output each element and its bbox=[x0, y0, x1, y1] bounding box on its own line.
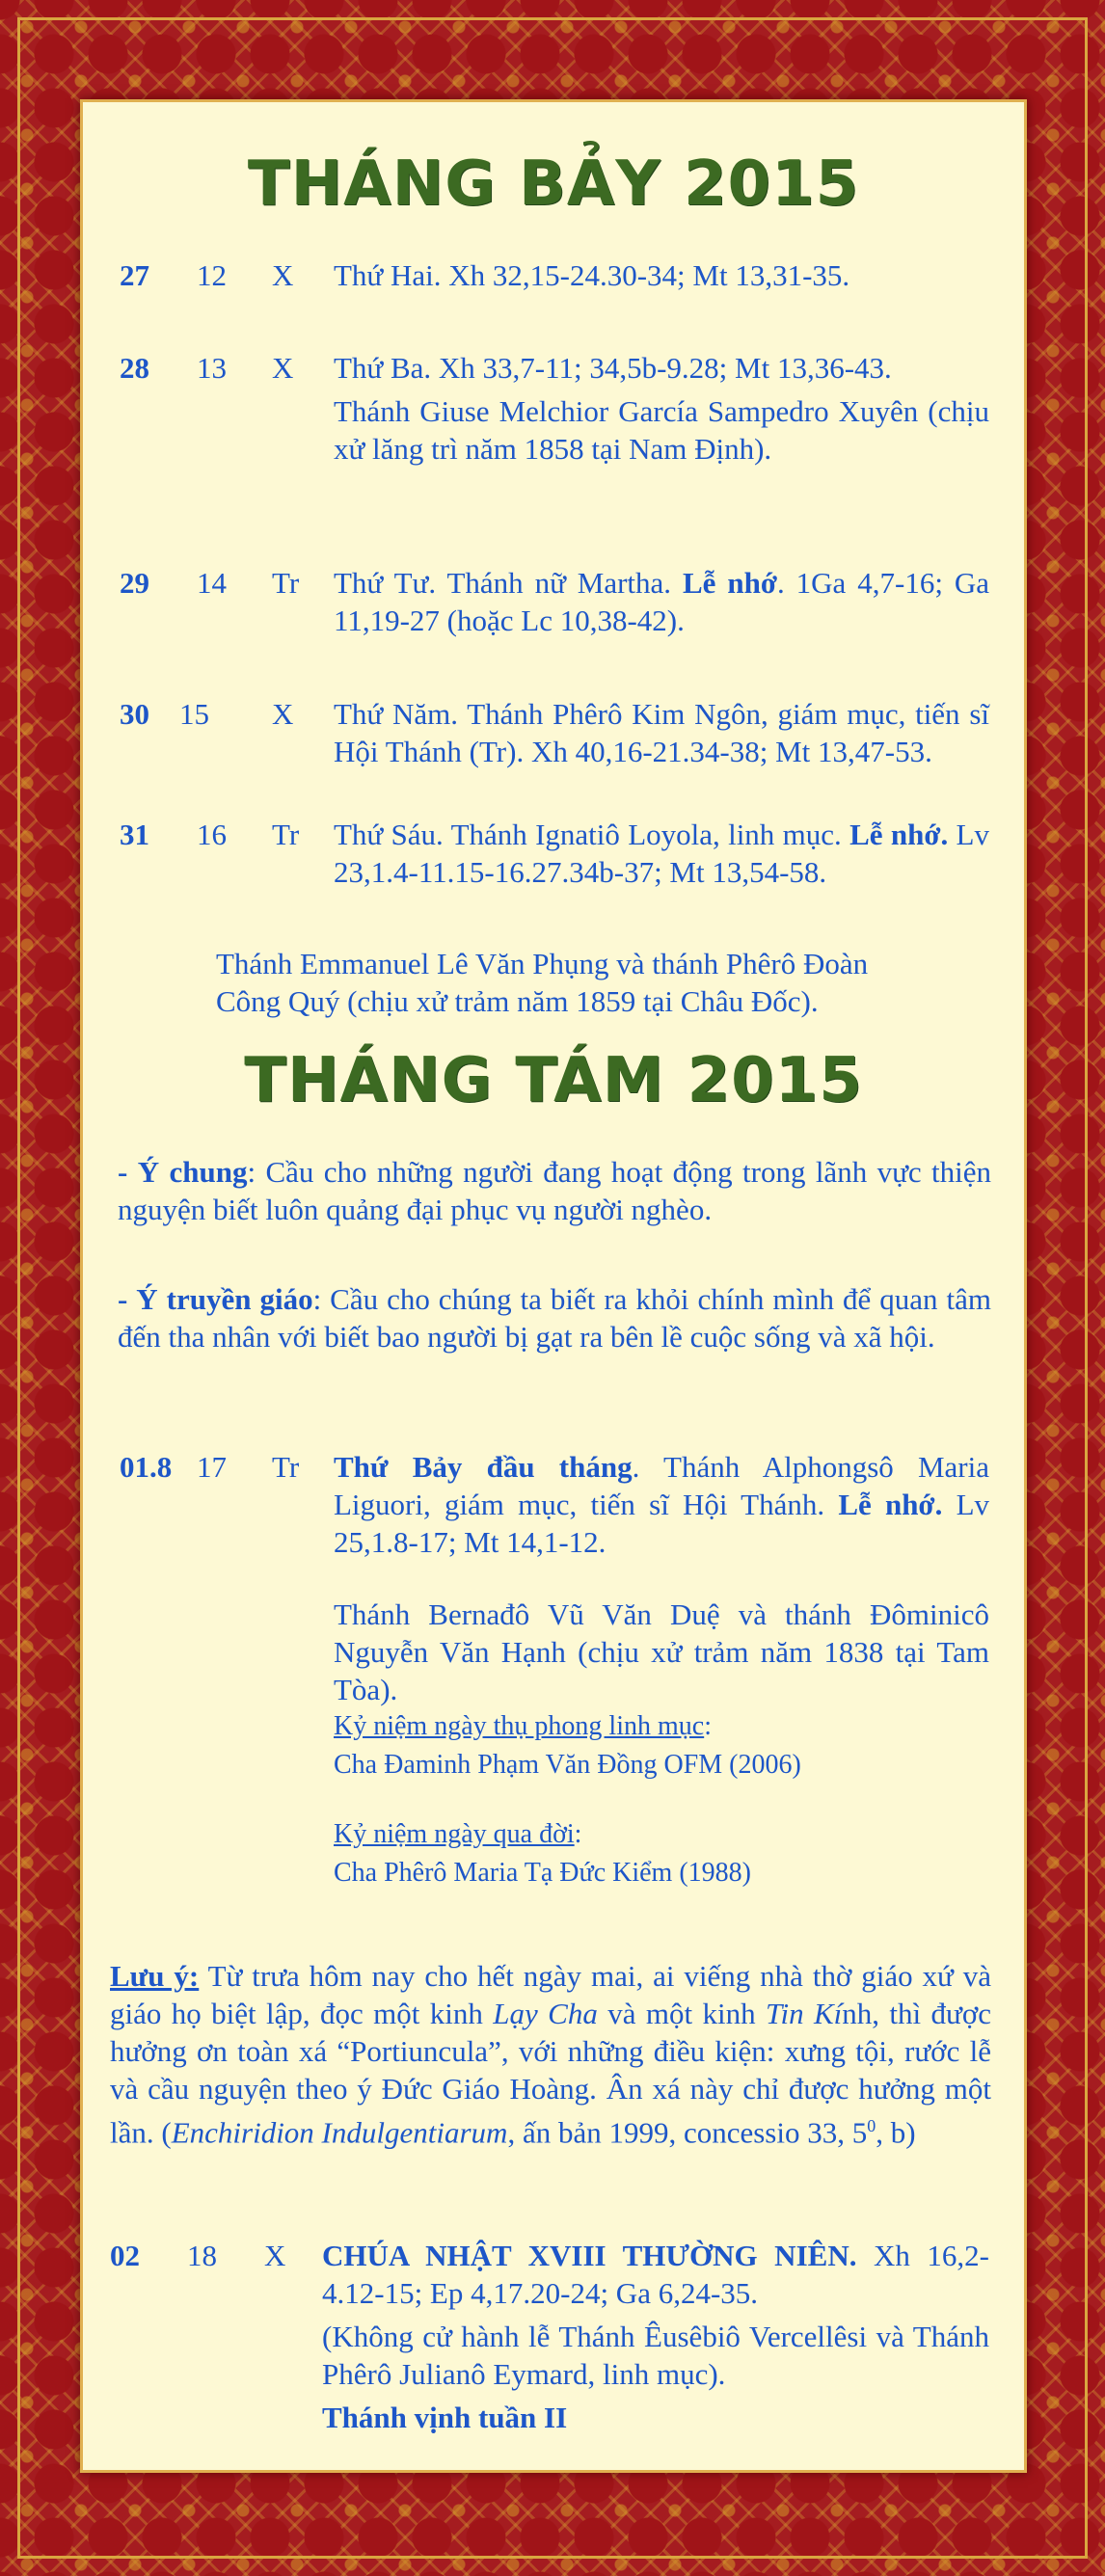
notice-text: , b) bbox=[876, 2115, 916, 2150]
notice-text: nh, thì được hưởng ơn toàn xá “Portiuncula”, với những điều kiện: xưng tội, rước lễ và cầu nguyện theo ý Đức Giáo Hoàng. Ân xá này chỉ được hưởng một lần. ( bbox=[110, 1997, 991, 2150]
sunday-title: CHÚA NHẬT XVIII THƯỜNG NIÊN. bbox=[322, 2239, 857, 2272]
intention-mission bbox=[118, 1280, 991, 1355]
entry-day: 31 bbox=[120, 818, 149, 851]
entry-day: 28 bbox=[120, 351, 149, 385]
entry-day: 27 bbox=[120, 258, 149, 292]
entry-lunar-day: 12 bbox=[197, 258, 227, 292]
entry-liturgical-color: X bbox=[272, 697, 294, 731]
entry-text-line: Thứ Ba. Xh 33,7-11; 34,5b-9.28; Mt 13,36-43. bbox=[334, 351, 892, 385]
entry-text-pre: Thứ Tư. Thánh nữ Martha. bbox=[334, 566, 683, 600]
entry-liturgical-color: Tr bbox=[272, 1450, 300, 1484]
ordination-anniversary-name: Cha Đaminh Phạm Văn Đồng OFM (2006) bbox=[334, 1750, 801, 1780]
entry-text-post: Lv 25,1.8-17; Mt 14,1-12. bbox=[334, 1488, 989, 1559]
entry-lunar-day: 17 bbox=[197, 1450, 227, 1484]
ordination-anniversary-label: Kỷ niệm ngày thụ phong linh mục bbox=[334, 1711, 705, 1741]
entry-text-line: Thứ Hai. Xh 32,15-24.30-34; Mt 13,31-35. bbox=[334, 258, 850, 292]
entry-day: 01.8 bbox=[120, 1450, 173, 1484]
notice-italic: Tin Kí bbox=[765, 1997, 843, 2030]
entry-liturgical-color: X bbox=[264, 2239, 286, 2272]
entry-liturgical-color: X bbox=[272, 258, 294, 292]
entry-exception-note: (Không cử hành lễ Thánh Êusêbiô Vercellêsi và Thánh Phêrô Julianô Eymard, linh mục). bbox=[322, 2320, 989, 2391]
entry-text bbox=[334, 816, 989, 891]
intention-general-text: : Cầu cho những người đang hoạt động trong lãnh vực thiện nguyện biết luôn quảng đại phục vụ người nghèo. bbox=[118, 1155, 991, 1226]
entry-text bbox=[334, 256, 989, 294]
entry-saint-note: Thánh Giuse Melchior García Sampedro Xuyên (chịu xử lăng trì năm 1858 tại Nam Định). bbox=[334, 394, 989, 466]
entry-text-line: Thứ Năm. Thánh Phêrô Kim Ngôn, giám mục, tiến sĩ Hội Thánh (Tr). Xh 40,16-21.34-38; Mt 13,47-53. bbox=[334, 697, 989, 768]
entry-day: 29 bbox=[120, 566, 149, 600]
entry-text bbox=[334, 564, 989, 639]
colon: : bbox=[704, 1711, 712, 1741]
notice-text: Từ trưa hôm nay cho hết ngày mai, ai viếng nhà thờ giáo xứ và giáo họ biệt lập, đọc một kinh bbox=[110, 1959, 992, 2030]
entry-liturgical-color: Tr bbox=[272, 818, 300, 851]
death-anniversary-name: Cha Phêrô Maria Tạ Đức Kiểm (1988) bbox=[334, 1858, 751, 1888]
notice-label: Lưu ý: bbox=[110, 1959, 200, 1993]
entry-text-pre: Thứ Sáu. Thánh Ignatiô Loyola, linh mục. bbox=[334, 818, 850, 851]
entry-lunar-day: 15 bbox=[179, 697, 209, 731]
entry-text bbox=[334, 1448, 989, 1893]
entry-text bbox=[322, 2237, 989, 2436]
notice-superscript: 0 bbox=[867, 2116, 876, 2135]
colon: : bbox=[574, 1819, 582, 1849]
entry-day: 02 bbox=[110, 2239, 140, 2272]
notice-text: , ấn bản 1999, concessio 33, 5 bbox=[507, 2115, 868, 2150]
entry-lunar-day: 18 bbox=[187, 2239, 217, 2272]
august-title: THÁNG TÁM 2015 bbox=[244, 1045, 863, 1116]
notice-text: và một kinh bbox=[597, 1997, 766, 2030]
memorial-label: Lễ nhớ bbox=[682, 566, 777, 600]
intention-mission-text: : Cầu cho chúng ta biết ra khỏi chính mình để quan tâm đến tha nhân với biết bao người bị gạt ra bên lề cuộc sống và xã hội. bbox=[118, 1282, 991, 1354]
july-saints-note: Thánh Emmanuel Lê Văn Phụng và thánh Phêrô Đoàn Công Quý (chịu xử trảm năm 1859 tại Châu Đốc). bbox=[216, 947, 869, 1018]
intention-general bbox=[118, 1153, 991, 1228]
entry-saint-note: Thánh Bernađô Vũ Văn Duệ và thánh Đôminicô Nguyễn Văn Hạnh (chịu xử trảm năm 1838 tại Tam Tòa). bbox=[334, 1597, 989, 1706]
psalter-week: Thánh vịnh tuần II bbox=[322, 2401, 568, 2434]
death-anniversary-label: Kỷ niệm ngày qua đời bbox=[334, 1819, 575, 1849]
notice-italic: Lạy Cha bbox=[493, 1997, 598, 2030]
entry-text-post: Xh 16,2-4.12-15; Ep 4,17.20-24; Ga 6,24-35. bbox=[322, 2239, 989, 2310]
memorial-label: Lễ nhớ. bbox=[849, 818, 949, 851]
indulgence-notice bbox=[110, 1957, 991, 2151]
notice-italic: Enchiridion Indulgentiarum bbox=[171, 2115, 508, 2150]
entry-text-post: Lv 23,1.4-11.15-16.27.34b-37; Mt 13,54-58. bbox=[334, 818, 989, 889]
entry-lunar-day: 13 bbox=[197, 351, 227, 385]
entry-lunar-day: 14 bbox=[197, 566, 227, 600]
calendar-page bbox=[83, 102, 1024, 2470]
july-title: THÁNG BẢY 2015 bbox=[247, 148, 860, 220]
first-saturday-label: Thứ Bảy đầu tháng bbox=[334, 1450, 633, 1484]
entry-text bbox=[334, 349, 989, 468]
entry-lunar-day: 16 bbox=[197, 818, 227, 851]
entry-text-mid: . Thánh Alphongsô Maria Liguori, giám mục, tiến sĩ Hội Thánh. bbox=[334, 1450, 989, 1521]
intention-general-label: - Ý chung bbox=[118, 1155, 248, 1189]
intention-mission-label: - Ý truyền giáo bbox=[118, 1282, 313, 1316]
entry-day: 30 bbox=[120, 697, 149, 731]
entry-text bbox=[334, 695, 989, 770]
memorial-label: Lễ nhớ. bbox=[838, 1488, 943, 1521]
entry-liturgical-color: Tr bbox=[272, 566, 300, 600]
entry-text-post: . 1Ga 4,7-16; Ga 11,19-27 (hoặc Lc 10,38-42). bbox=[334, 566, 989, 637]
entry-liturgical-color: X bbox=[272, 351, 294, 385]
